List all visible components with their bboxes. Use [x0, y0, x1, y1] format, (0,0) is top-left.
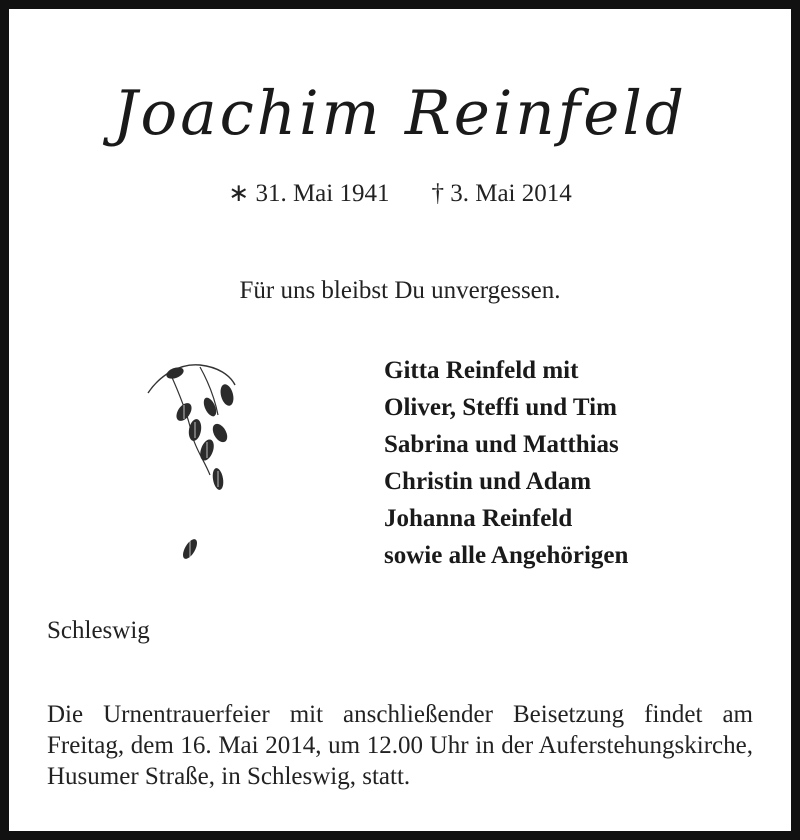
mourner-line: Gitta Reinfeld mit [384, 357, 579, 384]
life-dates [0, 178, 800, 208]
ceremony-notice: Die Urnentrauerfeier mit anschließender Beisetzung findet am Freitag, dem 16. Mai 2014, um 12.00 Uhr in der Auferstehungskirche, Husumer Straße, in Schleswig, statt. [47, 701, 753, 790]
death-date: † 3. Mai 2014 [431, 180, 572, 207]
mourner-line: Christin und Adam [384, 468, 592, 495]
mourner-line: Oliver, Steffi und Tim [384, 394, 617, 421]
mourners-list [384, 352, 628, 574]
mourner-line: sowie alle Angehörigen [384, 542, 629, 569]
place-name: Schleswig [47, 617, 150, 644]
deceased-name: Joachim Reinfeld [113, 78, 687, 149]
memorial-motto: Für uns bleibst Du unvergessen. [239, 277, 561, 304]
falling-leaves-icon [140, 355, 250, 570]
birth-date: ∗ 31. Mai 1941 [228, 180, 390, 207]
mourner-line: Johanna Reinfeld [384, 505, 573, 532]
mourner-line: Sabrina und Matthias [384, 431, 619, 458]
